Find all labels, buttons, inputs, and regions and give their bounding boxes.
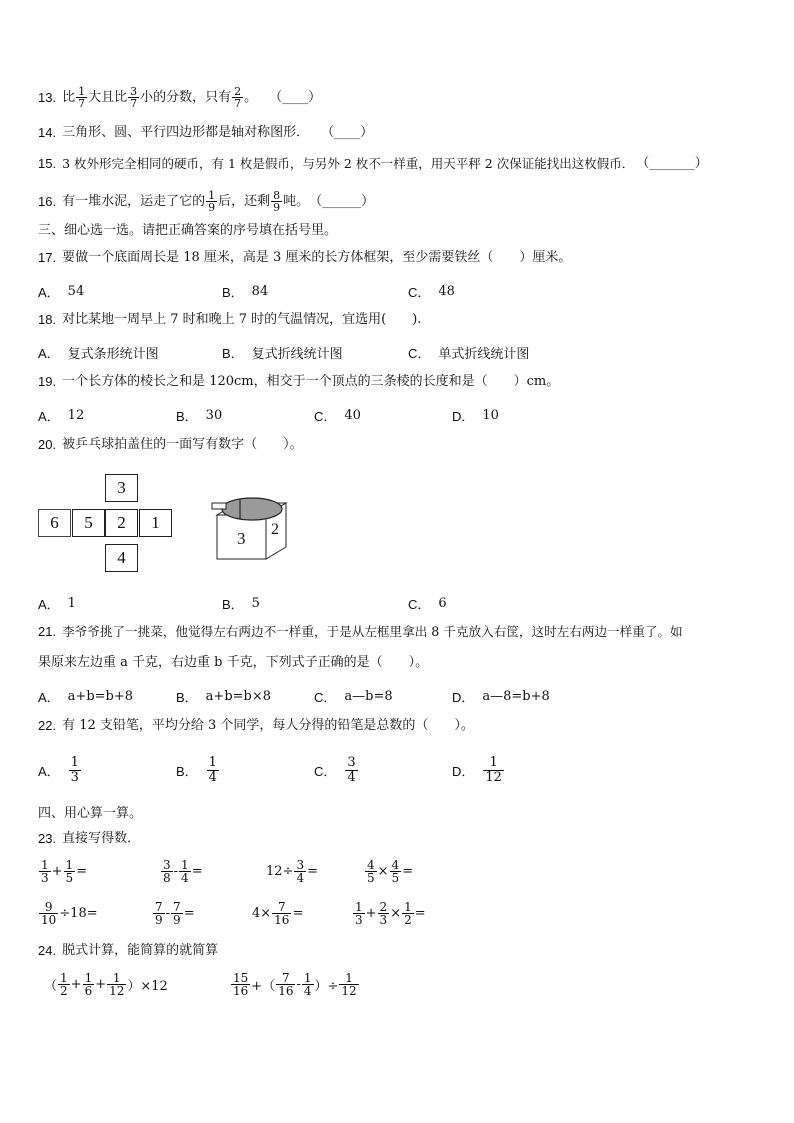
q13-text-4: 。 (244, 89, 258, 105)
option-d[interactable]: D． a—8=b+8 (452, 689, 550, 705)
calc-item: $\frac{1}{3}$ + $\frac{2}{3}$ × $\frac{1}{2}$ = (355, 900, 426, 927)
question-number: 13. (38, 89, 57, 105)
net-face-left-inner: 5 (72, 509, 105, 537)
question-number: 22. (38, 718, 57, 733)
question-21 (38, 624, 683, 640)
question-text: 对比某地一周早上 7 时和晚上 7 时的气温情况，宜选用( ). (62, 312, 422, 327)
question-number: 18. (38, 312, 57, 327)
q16-text-1: 有一堆水泥，运走了它的 (62, 193, 206, 209)
option-a[interactable]: A． 12 (38, 408, 85, 424)
question-text: 被乒乓球拍盖住的一面写有数字（ ）。 (62, 437, 303, 452)
question-number: 14. (38, 125, 57, 140)
q16-text-3: 吨。 (283, 193, 310, 209)
option-c[interactable]: C． 单式折线统计图 (408, 346, 530, 362)
section-title: 三、细心选一选。请把正确答案的序号填在括号里。 (38, 223, 338, 238)
question-22 (38, 718, 474, 734)
option-b[interactable]: B． 5 (222, 596, 260, 612)
cube-front-face: 3 (237, 529, 246, 548)
net-face-bottom: 4 (105, 544, 138, 572)
q13-text-3: 小的分数，只有 (140, 89, 232, 105)
question-text: 有 12 支铅笔，平均分给 3 个同学，每人分得的铅笔是总数的（ ）。 (62, 718, 474, 733)
calc-item: $\frac{9}{10}$ ÷18= (41, 900, 98, 927)
calc-item: $\frac{1}{3}$ + $\frac{1}{5}$ = (41, 858, 88, 885)
fraction: $\frac{2}{7}$ (234, 85, 242, 110)
option-c[interactable]: C． 48 (408, 284, 455, 300)
option-a[interactable]: A． 复式条形统计图 (38, 346, 159, 362)
net-face-center: 2 (105, 509, 138, 537)
fraction: $\frac{1}{7}$ (78, 85, 86, 110)
answer-blank[interactable]: （______） (309, 193, 375, 209)
option-a[interactable]: A． a+b=b+8 (38, 689, 134, 705)
question-text-line1: 李爷爷挑了一挑菜，他觉得左右两边不一样重，于是从左框里拿出 8 千克放入右筐，这时左右两边一样重了。如 (62, 624, 683, 639)
question-24 (38, 943, 218, 959)
question-15 (38, 156, 708, 172)
section-4-heading (38, 806, 142, 822)
option-c[interactable]: C． $\frac{3}{4}$ (314, 755, 356, 785)
question-number: 23. (38, 831, 57, 846)
calc-item: 4× $\frac{7}{16}$ = (252, 900, 304, 927)
option-a[interactable]: A． 54 (38, 284, 85, 300)
question-number: 19. (38, 374, 57, 389)
question-number: 24. (38, 943, 57, 958)
question-text: 脱式计算，能简算的就简算 (62, 943, 219, 958)
option-d[interactable]: D． 10 (452, 408, 499, 424)
fraction: $\frac{3}{7}$ (130, 85, 138, 110)
question-21-line2 (38, 655, 428, 671)
option-c[interactable]: C． 6 (408, 596, 447, 612)
question-text: 3 枚外形完全相同的硬币，有 1 枚是假币，与另外 2 枚不一样重，用天平秤 2 次保证能找出这枚假币． (62, 156, 635, 171)
q13-text-1: 比 (62, 89, 76, 105)
q16-text-2: 后，还剩 (218, 193, 271, 209)
question-14 (38, 125, 373, 141)
question-17 (38, 250, 571, 266)
question-text: 三角形、圆、平行四边形都是轴对称图形． (62, 125, 310, 140)
section-title: 四、用心算一算。 (38, 806, 143, 821)
expression-1: （ $\frac{1}{2}$ + $\frac{1}{6}$ + $\frac{1}{12}$ ）×12 (44, 971, 168, 998)
section-3-heading (38, 223, 337, 239)
question-text-line2: 果原来左边重 a 千克，右边重 b 千克，下列式子正确的是（ ）。 (38, 655, 429, 670)
option-c[interactable]: C． a—b=8 (314, 689, 393, 705)
answer-blank[interactable]: （_______） (636, 156, 708, 171)
cube-net-figure (38, 474, 178, 572)
question-23 (38, 831, 140, 847)
calc-item: $\frac{4}{5}$ × $\frac{4}{5}$ = (367, 858, 414, 885)
question-number: 15. (38, 156, 57, 171)
option-a[interactable]: A． $\frac{1}{3}$ (38, 755, 79, 785)
question-18 (38, 312, 421, 328)
option-c[interactable]: C． 40 (314, 408, 361, 424)
question-19 (38, 374, 559, 390)
option-b[interactable]: B． a+b=b×8 (176, 689, 272, 705)
question-13 (38, 86, 321, 109)
question-number: 17. (38, 250, 57, 265)
question-text: 直接写得数． (62, 831, 141, 846)
option-a[interactable]: A． 1 (38, 596, 76, 612)
net-face-top: 3 (105, 474, 138, 502)
option-b[interactable]: B． 30 (176, 408, 223, 424)
calc-item: 12÷ $\frac{3}{4}$ = (266, 858, 318, 885)
question-20 (38, 437, 303, 453)
fraction: $\frac{1}{9}$ (208, 189, 216, 214)
calc-item: $\frac{7}{9}$ - $\frac{7}{9}$ = (155, 900, 195, 927)
ping-pong-paddle-icon (222, 498, 282, 520)
expression-2: $\frac{15}{16}$ +（ $\frac{7}{16}$ - $\frac{1}{4}$ ）÷ $\frac{1}{12}$ (233, 971, 357, 998)
question-number: 20. (38, 437, 57, 452)
q13-text-2: 大且比 (88, 89, 128, 105)
answer-blank[interactable]: （____） (321, 125, 374, 140)
net-face-left-outer: 6 (38, 509, 71, 537)
net-face-right: 1 (139, 509, 172, 537)
question-text: 一个长方体的棱长之和是 120cm，相交于一个顶点的三条棱的长度和是（ ）cm。 (62, 374, 560, 389)
question-text: 要做一个底面周长是 18 厘米，高是 3 厘米的长方体框架，至少需要铁丝（ ）厘米。 (62, 250, 572, 265)
answer-blank[interactable]: （____） (269, 89, 322, 105)
option-b[interactable]: B． $\frac{1}{4}$ (176, 755, 217, 785)
fraction: $\frac{8}{9}$ (273, 189, 281, 214)
question-number: 16. (38, 193, 57, 209)
option-b[interactable]: B． 复式折线统计图 (222, 346, 343, 362)
question-number: 21. (38, 624, 57, 639)
question-16 (38, 190, 374, 213)
option-d[interactable]: D． $\frac{1}{12}$ (452, 755, 502, 785)
cube-with-paddle-figure (210, 487, 290, 563)
paddle-handle-icon (212, 503, 226, 509)
cube-side-face: 2 (271, 521, 279, 538)
option-b[interactable]: B． 84 (222, 284, 269, 300)
calc-item: $\frac{3}{8}$ - $\frac{1}{4}$ = (163, 858, 203, 885)
